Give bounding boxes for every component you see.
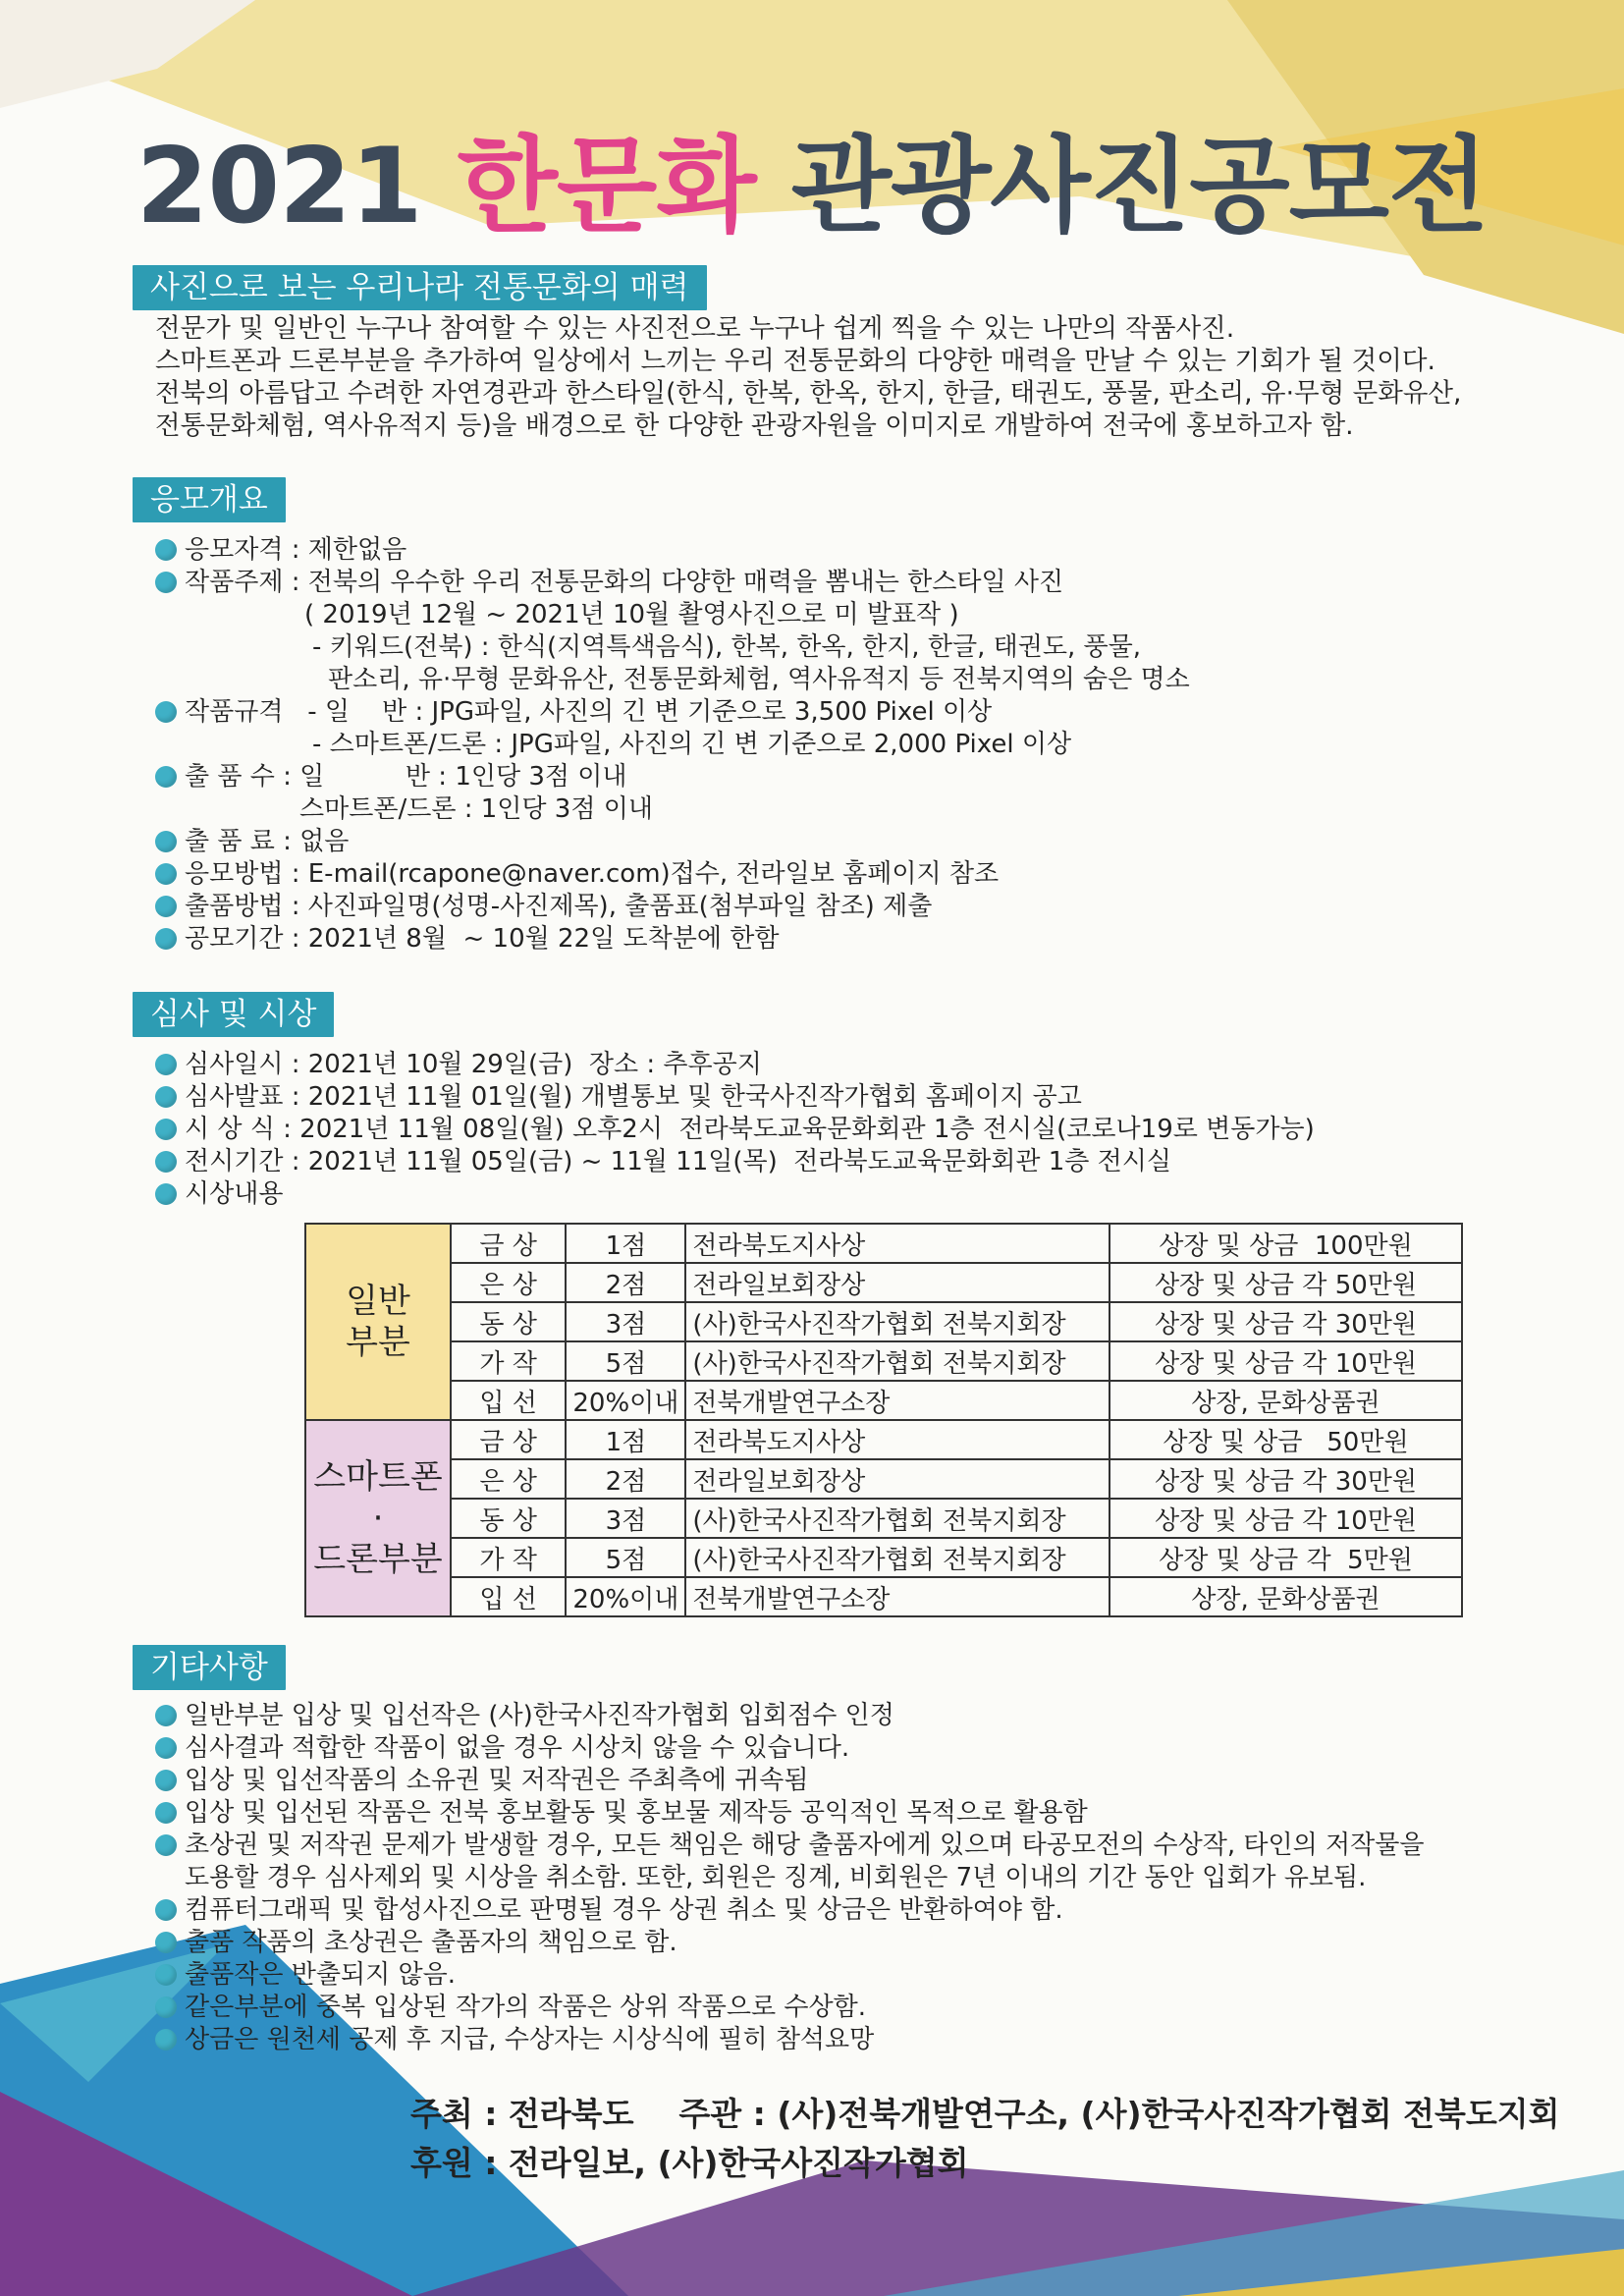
bullet-icon [155, 1899, 177, 1921]
overview-spec-line2: - 스마트폰/드론 : JPG파일, 사진의 긴 변 기준으로 2,000 Pixel 이상 [312, 730, 1072, 759]
table-cell: 상장 및 상금 각 10만원 [1110, 1499, 1462, 1538]
etc-item: 컴퓨터그래픽 및 합성사진으로 판명될 경우 상권 취소 및 상금은 반환하여야 함. [155, 1894, 1063, 1927]
overview-spec: 작품규격 - 일 반 : JPG파일, 사진의 긴 변 기준으로 3,500 Pixel 이상 [155, 696, 992, 729]
table-cell: 금 상 [451, 1420, 566, 1459]
bullet-icon [155, 766, 177, 788]
bullet-icon [155, 1737, 177, 1759]
table-cell: 상장 및 상금 각 30만원 [1110, 1459, 1462, 1499]
bullet-icon [155, 863, 177, 885]
bullet-icon [155, 1770, 177, 1791]
bullet-icon [155, 1996, 177, 2018]
judging-date: 심사일시 : 2021년 10월 29일(금) 장소 : 추후공지 [155, 1049, 762, 1081]
intro-line: 전통문화체험, 역사유적지 등)을 배경으로 한 다양한 관광자원을 이미지로 개발하여 전국에 홍보하고자 함. [155, 410, 1354, 441]
table-cell: 전라북도지사상 [685, 1420, 1110, 1459]
overview-submit: 출품방법 : 사진파일명(성명-사진제목), 출품표(첨부파일 참조) 제출 [155, 891, 932, 923]
bullet-icon [155, 1119, 177, 1140]
table-cell: 상장 및 상금 각 50만원 [1110, 1263, 1462, 1302]
table-cell: 입 선 [451, 1577, 566, 1616]
etc-item: 일반부분 입상 및 입선작은 (사)한국사진작가협회 입회점수 인정 [155, 1700, 894, 1732]
table-row [305, 1420, 1462, 1459]
etc-item-continuation: 도용할 경우 심사제외 및 시상을 취소함. 또한, 회원은 징계, 비회원은 7년 이내의 기간 동안 입회가 유보됨. [185, 1863, 1367, 1892]
etc-item: 출품작은 반출되지 않음. [155, 1959, 456, 1992]
organizers-line2: 후원 : 전라일보, (사)한국사진작가협회 [410, 2144, 969, 2182]
bullet-icon [155, 1183, 177, 1205]
bullet-icon [155, 1151, 177, 1173]
table-row [305, 1224, 1462, 1263]
section-header-etc: 기타사항 [133, 1645, 286, 1690]
bullet-icon [155, 928, 177, 950]
group-label-smartphone-drone: 스마트폰 · 드론부분 [305, 1420, 451, 1616]
table-cell: 5점 [566, 1341, 685, 1381]
table-row [305, 1499, 1462, 1538]
table-cell: 상장 및 상금 100만원 [1110, 1224, 1462, 1263]
bullet-icon [155, 831, 177, 852]
table-row [305, 1341, 1462, 1381]
table-row [305, 1538, 1462, 1577]
bullet-icon [155, 2029, 177, 2050]
overview-count: 출 품 수 : 일 반 : 1인당 3점 이내 [155, 761, 627, 793]
table-cell: (사)한국사진작가협회 전북지회장 [685, 1302, 1110, 1341]
table-cell: 5점 [566, 1538, 685, 1577]
section-header-overview: 응모개요 [133, 477, 286, 522]
etc-item: 같은부분에 중복 입상된 작가의 작품은 상위 작품으로 수상함. [155, 1992, 866, 2024]
table-cell: 금 상 [451, 1224, 566, 1263]
table-cell: 가 작 [451, 1341, 566, 1381]
table-cell: 은 상 [451, 1459, 566, 1499]
table-cell: 전라북도지사상 [685, 1224, 1110, 1263]
intro-line: 전북의 아름답고 수려한 자연경관과 한스타일(한식, 한복, 한옥, 한지, 한글, 태권도, 풍물, 판소리, 유·무형 문화유산, [155, 378, 1462, 409]
table-cell: 상장 및 상금 각 10만원 [1110, 1341, 1462, 1381]
judging-announce: 심사발표 : 2021년 11월 01일(월) 개별통보 및 한국사진작가협회 홈페이지 공고 [155, 1081, 1082, 1114]
bullet-icon [155, 1802, 177, 1824]
poster-title [0, 103, 1624, 252]
overview-count-line2: 스마트폰/드론 : 1인당 3점 이내 [299, 794, 653, 824]
section-header-judging: 심사 및 시상 [133, 992, 334, 1037]
table-row [305, 1459, 1462, 1499]
table-cell: 상장 및 상금 각 30만원 [1110, 1302, 1462, 1341]
bullet-icon [155, 1834, 177, 1856]
title-rest: 관광사진공모전 [790, 126, 1489, 246]
bullet-icon [155, 896, 177, 917]
table-cell: 전북개발연구소장 [685, 1577, 1110, 1616]
organizers-line1: 주최 : 전라북도 주관 : (사)전북개발연구소, (사)한국사진작가협회 전북도지회 [410, 2095, 1560, 2133]
table-cell: 입 선 [451, 1381, 566, 1420]
table-cell: 동 상 [451, 1302, 566, 1341]
overview-keyword-line2: 판소리, 유·무형 문화유산, 전통문화체험, 역사유적지 등 전북지역의 숨은 명소 [328, 665, 1190, 694]
etc-item: 출품 작품의 초상권은 출품자의 책임으로 함. [155, 1927, 677, 1959]
section-header-intro: 사진으로 보는 우리나라 전통문화의 매력 [133, 265, 707, 310]
intro-paragraph [155, 312, 1461, 442]
intro-line: 스마트폰과 드론부분을 추가하여 일상에서 느끼는 우리 전통문화의 다양한 매력을 만날 수 있는 기회가 될 것이다. [155, 346, 1435, 376]
table-cell: 3점 [566, 1302, 685, 1341]
bullet-icon [155, 1705, 177, 1726]
overview-qualification: 응모자격 : 제한없음 [155, 534, 406, 567]
judging-exhibit: 전시기간 : 2021년 11월 05일(금) ~ 11월 11일(목) 전라북도교육문화회관 1층 전시실 [155, 1146, 1171, 1178]
title-year: 2021 [135, 126, 422, 246]
bullet-icon [155, 1054, 177, 1075]
table-cell: 전라일보회장상 [685, 1459, 1110, 1499]
table-cell: 은 상 [451, 1263, 566, 1302]
table-cell: (사)한국사진작가협회 전북지회장 [685, 1341, 1110, 1381]
table-row [305, 1381, 1462, 1420]
etc-item: 상금은 원천세 공제 후 지급, 수상자는 시상식에 필히 참석요망 [155, 2024, 874, 2056]
table-row [305, 1263, 1462, 1302]
table-cell: 상장, 문화상품권 [1110, 1577, 1462, 1616]
table-cell: 3점 [566, 1499, 685, 1538]
table-cell: 상장 및 상금 50만원 [1110, 1420, 1462, 1459]
overview-period: 공모기간 : 2021년 8월 ~ 10월 22일 도착분에 한함 [155, 923, 779, 956]
group-label-general: 일반 부분 [305, 1224, 451, 1420]
bullet-icon [155, 1932, 177, 1953]
overview-theme-period: ( 2019년 12월 ~ 2021년 10월 촬영사진으로 미 발표작 ) [304, 600, 959, 629]
table-cell: 20%이내 [566, 1577, 685, 1616]
judging-awards-label: 시상내용 [155, 1178, 283, 1211]
table-cell: 전북개발연구소장 [685, 1381, 1110, 1420]
table-row [305, 1302, 1462, 1341]
bullet-icon [155, 701, 177, 723]
overview-theme: 작품주제 : 전북의 우수한 우리 전통문화의 다양한 매력을 뽐내는 한스타일 사진 [155, 567, 1063, 599]
bullet-icon [155, 539, 177, 561]
overview-method: 응모방법 : E-mail(rcapone@naver.com)접수, 전라일보 홈페이지 참조 [155, 858, 999, 891]
bullet-icon [155, 572, 177, 593]
table-cell: 2점 [566, 1263, 685, 1302]
table-cell: (사)한국사진작가협회 전북지회장 [685, 1538, 1110, 1577]
prize-table [304, 1223, 1463, 1617]
intro-line: 전문가 및 일반인 누구나 참여할 수 있는 사진전으로 누구나 쉽게 찍을 수 있는 나만의 작품사진. [155, 313, 1235, 344]
overview-fee: 출 품 료 : 없음 [155, 826, 349, 858]
table-cell: 상장 및 상금 각 5만원 [1110, 1538, 1462, 1577]
etc-item: 초상권 및 저작권 문제가 발생할 경우, 모든 책임은 해당 출품자에게 있으며 타공모전의 수상작, 타인의 저작물을 [155, 1830, 1424, 1862]
bullet-icon [155, 1964, 177, 1986]
table-cell: 2점 [566, 1459, 685, 1499]
etc-item: 입상 및 입선작품의 소유권 및 저작권은 주최측에 귀속됨 [155, 1765, 809, 1797]
title-highlight: 한문화 [457, 126, 756, 246]
table-cell: (사)한국사진작가협회 전북지회장 [685, 1499, 1110, 1538]
overview-keyword-line1: - 키워드(전북) : 한식(지역특색음식), 한복, 한옥, 한지, 한글, 태권도, 풍물, [312, 632, 1141, 662]
judging-ceremony: 시 상 식 : 2021년 11월 08일(월) 오후2시 전라북도교육문화회관 1층 전시실(코로나19로 변동가능) [155, 1114, 1315, 1146]
bullet-icon [155, 1086, 177, 1108]
etc-item: 입상 및 입선된 작품은 전북 홍보활동 및 홍보물 제작등 공익적인 목적으로 활용함 [155, 1797, 1088, 1830]
etc-item: 심사결과 적합한 작품이 없을 경우 시상치 않을 수 있습니다. [155, 1732, 849, 1765]
table-cell: 1점 [566, 1224, 685, 1263]
table-cell: 가 작 [451, 1538, 566, 1577]
table-cell: 전라일보회장상 [685, 1263, 1110, 1302]
table-cell: 20%이내 [566, 1381, 685, 1420]
table-row [305, 1577, 1462, 1616]
table-cell: 상장, 문화상품권 [1110, 1381, 1462, 1420]
table-cell: 동 상 [451, 1499, 566, 1538]
table-cell: 1점 [566, 1420, 685, 1459]
